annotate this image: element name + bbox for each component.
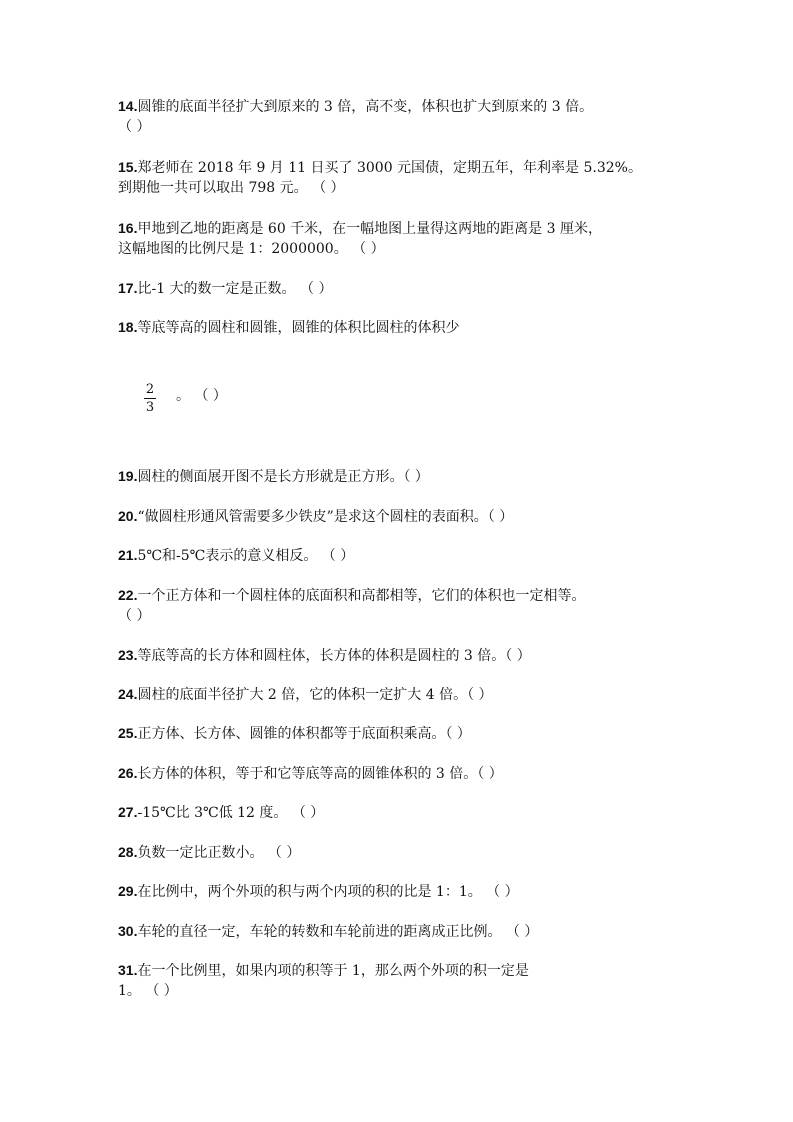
question-text: 在一个比例里，如果内项的积等于 1，那么两个外项的积一定是 <box>137 963 529 979</box>
question-number: 14. <box>118 98 138 114</box>
question-number: 31. <box>118 962 138 978</box>
question-text: “做圆柱形通风管需要多少铁皮”是求这个圆柱的表面积。（ ） <box>137 509 514 525</box>
question-number: 27. <box>118 804 138 820</box>
question-number: 15. <box>118 159 138 175</box>
question-text: 圆柱的侧面展开图不是长方形就是正方形。（ ） <box>137 469 429 485</box>
question-17 <box>118 278 688 299</box>
question-26 <box>118 763 688 784</box>
question-text: 车轮的直径一定，车轮的转数和车轮前进的距离成正比例。 （ ） <box>137 924 539 940</box>
question-text-continued: 到期他一共可以取出 798 元。 （ ） <box>118 180 345 196</box>
question-number: 20. <box>118 508 138 524</box>
fraction-two-thirds <box>144 382 156 415</box>
question-21 <box>118 545 688 566</box>
question-text: 在比例中，两个外项的积与两个内项的积的比是 1：1。 （ ） <box>137 884 519 900</box>
answer-bracket: （ ） <box>118 119 151 135</box>
question-number: 24. <box>118 686 138 702</box>
question-text: 一个正方体和一个圆柱体的底面积和高都相等，它们的体积也一定相等。 <box>137 588 586 604</box>
question-24 <box>118 684 688 705</box>
question-number: 22. <box>118 587 138 603</box>
question-text: 比-1 大的数一定是正数。 （ ） <box>137 281 333 297</box>
question-27 <box>118 802 688 823</box>
question-16 <box>118 218 688 259</box>
question-number: 29. <box>118 883 138 899</box>
answer-bracket: （ ） <box>118 608 151 624</box>
question-19 <box>118 466 688 487</box>
question-text: 负数一定比正数小。 （ ） <box>137 845 301 861</box>
question-text: 等底等高的圆柱和圆锥，圆锥的体积比圆柱的体积少 <box>137 320 460 336</box>
fraction-bar <box>144 398 156 399</box>
question-text: 圆锥的底面半径扩大到原来的 3 倍，高不变，体积也扩大到原来的 3 倍。 <box>137 99 594 115</box>
question-text: 长方体的体积，等于和它等底等高的圆锥体积的 3 倍。（ ） <box>137 766 503 782</box>
question-number: 26. <box>118 765 138 781</box>
question-31 <box>118 960 688 1001</box>
question-18 <box>118 317 688 338</box>
question-number: 25. <box>118 725 138 741</box>
question-25 <box>118 723 688 744</box>
question-15 <box>118 157 688 198</box>
question-number: 30. <box>118 923 138 939</box>
question-text: 圆柱的底面半径扩大 2 倍，它的体积一定扩大 4 倍。（ ） <box>137 687 493 703</box>
fraction-numerator: 2 <box>145 382 155 397</box>
question-number: 28. <box>118 844 138 860</box>
question-14 <box>118 96 688 137</box>
question-text: 正方体、长方体、圆锥的体积都等于底面积乘高。（ ） <box>137 726 471 742</box>
question-number: 23. <box>118 647 138 663</box>
question-number: 16. <box>118 220 138 236</box>
question-28 <box>118 842 688 863</box>
fraction-denominator: 3 <box>145 400 155 415</box>
question-number: 19. <box>118 468 138 484</box>
question-text: -15℃比 3℃低 12 度。 （ ） <box>137 805 325 821</box>
question-text-continued: 这幅地图的比例尺是 1：2000000。 （ ） <box>118 241 385 257</box>
question-23 <box>118 645 688 666</box>
question-number: 21. <box>118 547 138 563</box>
question-20 <box>118 506 688 527</box>
question-text: 5℃和-5℃表示的意义相反。 （ ） <box>137 548 355 564</box>
question-22 <box>118 585 688 626</box>
question-text: 郑老师在 2018 年 9 月 11 日买了 3000 元国债，定期五年，年利率是 5.32%。 <box>137 160 642 176</box>
question-number: 18. <box>118 319 138 335</box>
question-30 <box>118 921 688 942</box>
question-text: 等底等高的长方体和圆柱体，长方体的体积是圆柱的 3 倍。（ ） <box>137 648 531 664</box>
question-29 <box>118 881 688 902</box>
answer-bracket: 。 （ ） <box>176 388 227 404</box>
question-text: 甲地到乙地的距离是 60 千米，在一幅地图上量得这两地的距离是 3 厘米， <box>137 221 602 237</box>
question-number: 17. <box>118 280 138 296</box>
question-text-continued: 1。 （ ） <box>118 983 178 999</box>
question-18-tail <box>176 386 746 406</box>
